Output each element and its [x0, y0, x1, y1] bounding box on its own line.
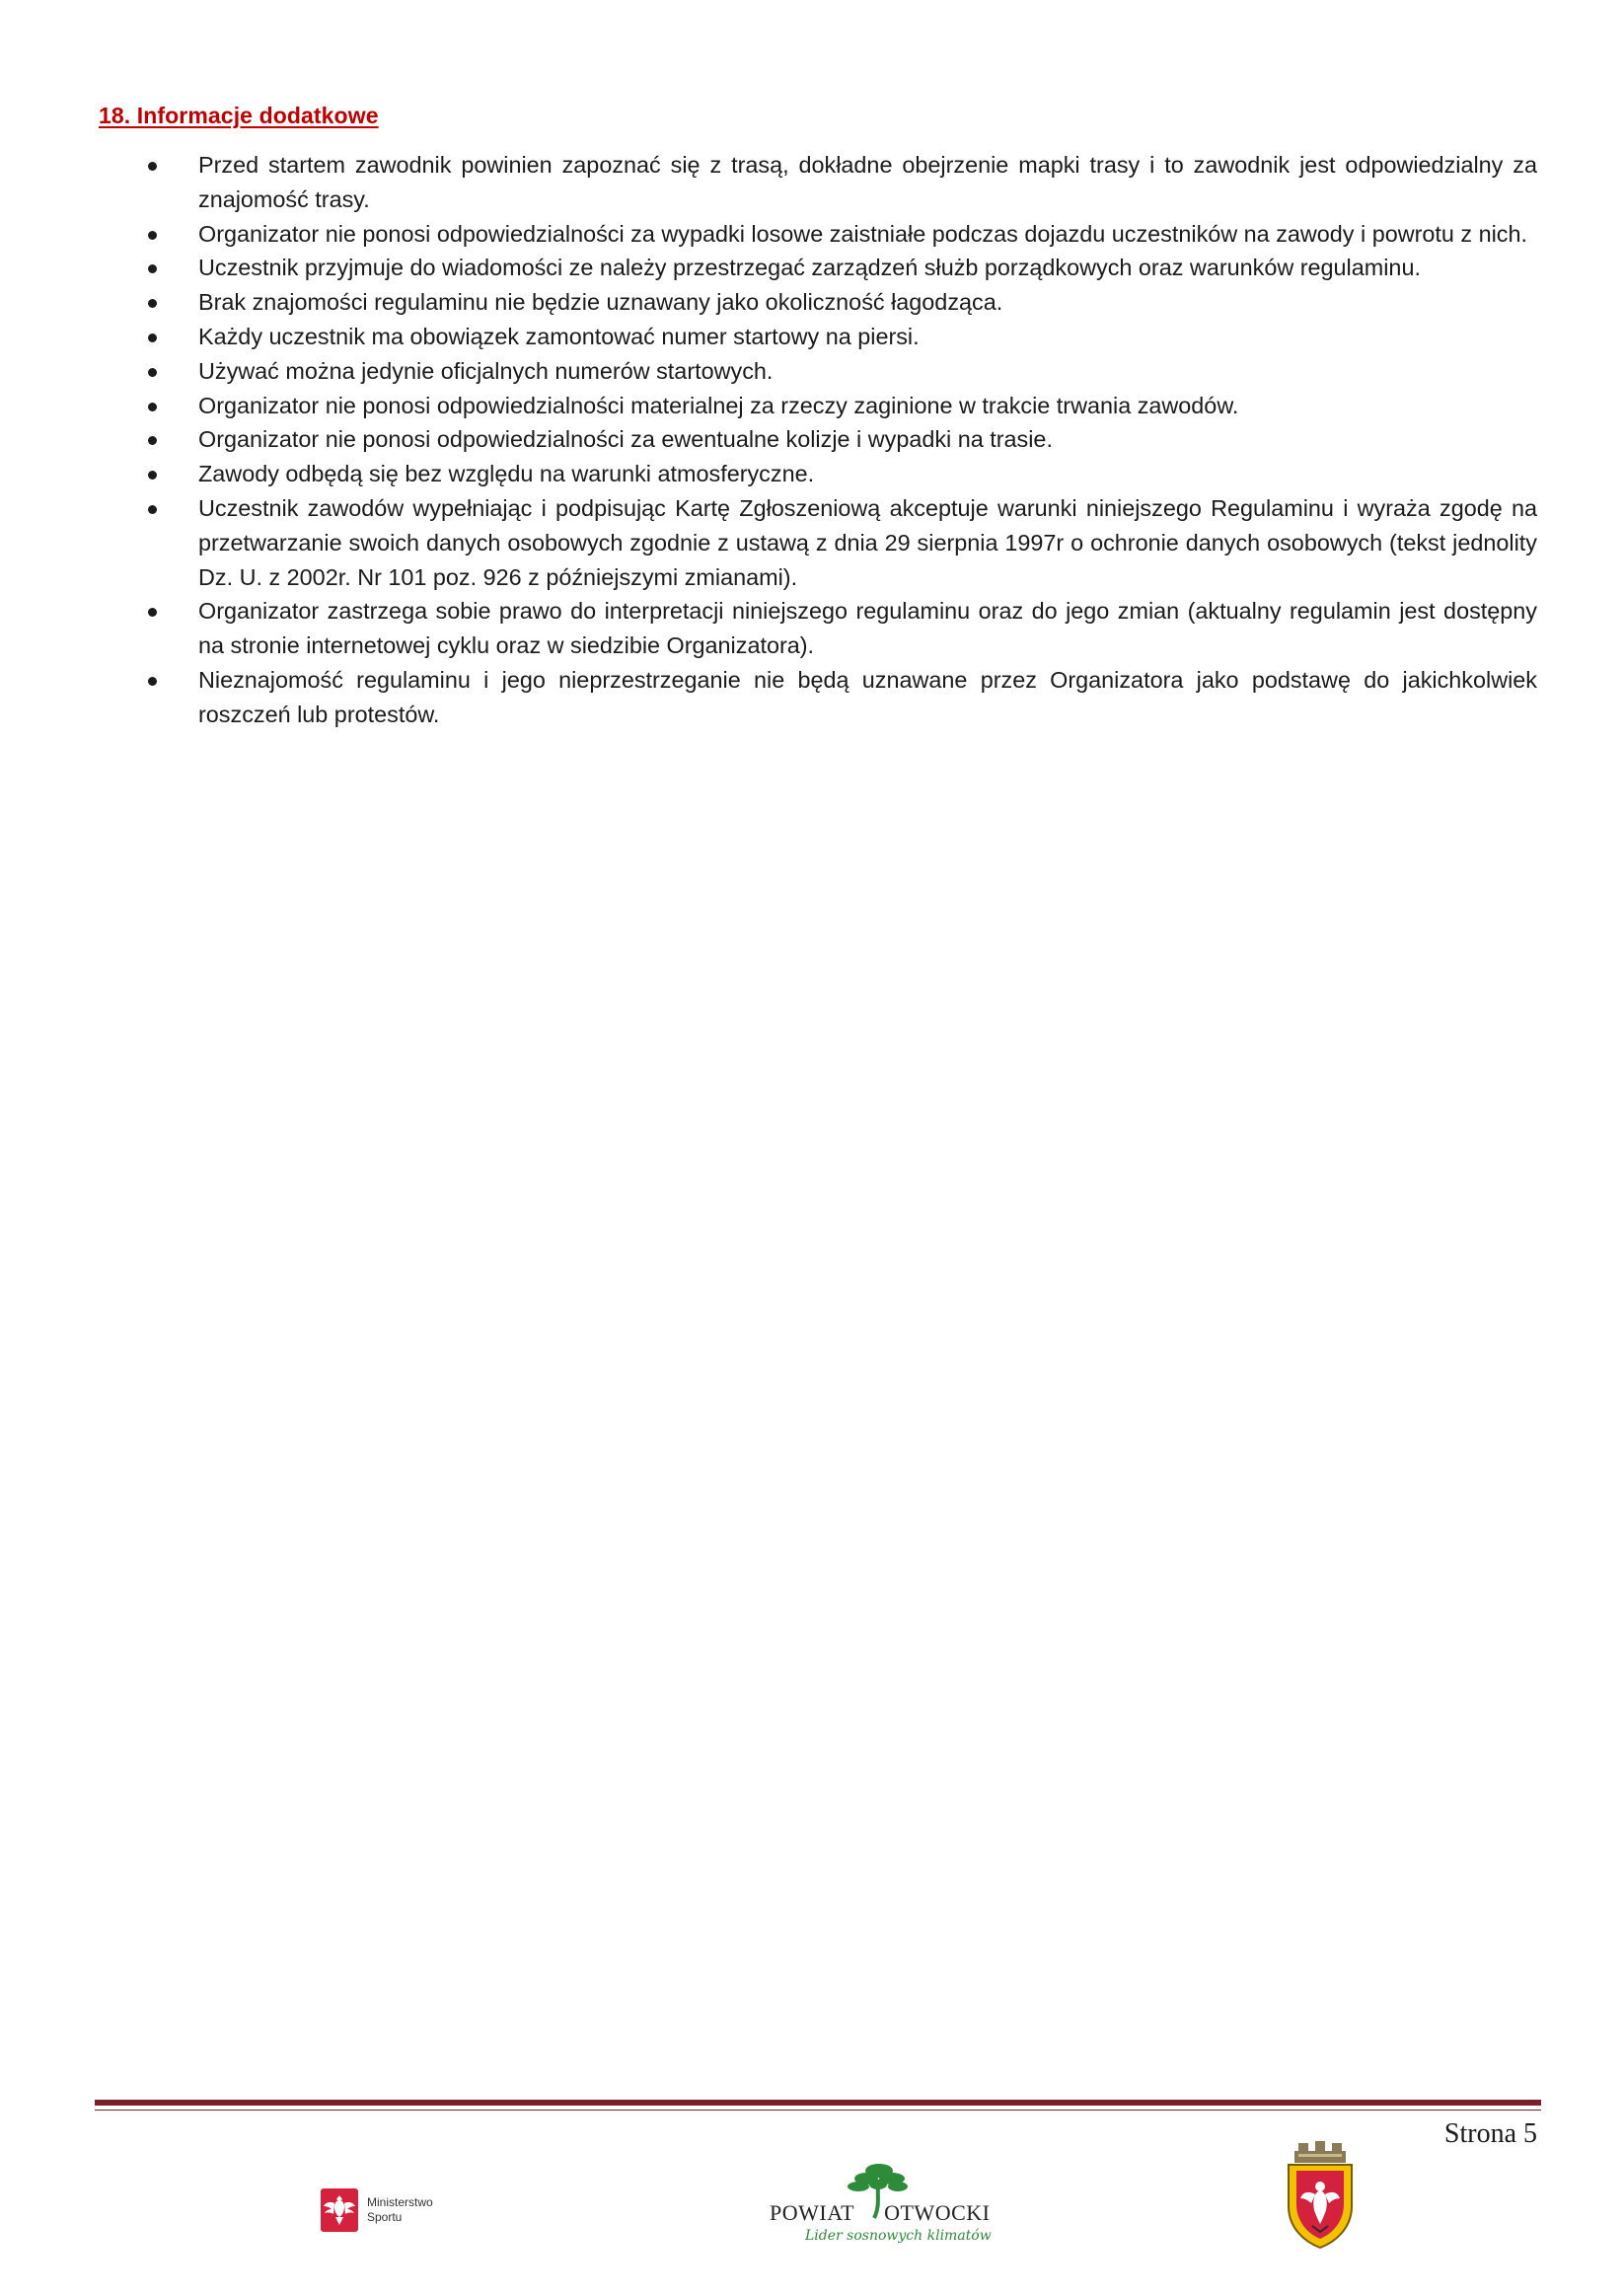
bullet-icon	[148, 505, 157, 514]
polish-eagle-emblem-icon	[320, 2187, 359, 2233]
bullet-icon	[148, 403, 157, 411]
rule-text: Organizator nie ponosi odpowiedzialności materialnej za rzeczy zaginione w trakcie trwania zawodów.	[198, 392, 1239, 418]
bullet-icon	[148, 471, 157, 480]
rule-text: Nieznajomość regulaminu i jego nieprzestrzeganie nie będą uznawane przez Organizatora jako podstawę do jakichkolwiek roszczeń lub protestów.	[198, 666, 1537, 727]
rule-text: Organizator nie ponosi odpowiedzialności za ewentualne kolizje i wypadki na trasie.	[198, 426, 1053, 453]
section-heading: 18. Informacje dodatkowe	[99, 103, 379, 128]
powiat-name-left: POWIAT	[770, 2200, 855, 2225]
list-item	[148, 457, 1537, 491]
ministry-logo	[320, 2187, 458, 2235]
bullet-icon	[148, 368, 157, 377]
powiat-name-right: OTWOCKI	[884, 2200, 991, 2225]
rule-text: Brak znajomości regulaminu nie będzie uznawany jako okoliczność łagodząca.	[198, 289, 1003, 316]
rule-text: Zawody odbędą się bez względu na warunki atmosferyczne.	[198, 461, 815, 487]
bullet-icon	[148, 608, 157, 617]
rules-list	[148, 148, 1537, 732]
bullet-icon	[148, 231, 157, 240]
rule-text: Uczestnik przyjmuje do wiadomości ze należy przestrzegać zarządzeń służb porządkowych oraz warunków regulaminu.	[198, 255, 1421, 281]
powiat-logo	[762, 2159, 998, 2258]
rule-text: Przed startem zawodnik powinien zapoznać się z trasą, dokładne obejrzenie mapki trasy i to zawodnik jest odpowiedzialny za znajomość trasy.	[198, 152, 1537, 212]
rule-text: Uczestnik zawodów wypełniając i podpisując Kartę Zgłoszeniową akceptuje warunki niniejszego Regulaminu i wyraża zgodę na przetwarzanie swoich danych osobowych zgodnie z ustawą z dnia 29 sierpnia 1997r o ochronie danych osobowych (tekst jednolity Dz. U. z 2002r. Nr 101 poz. 926 z późniejszymi zmianami).	[198, 494, 1537, 590]
powiat-name	[770, 2200, 990, 2226]
rule-text: Organizator nie ponosi odpowiedzialności za wypadki losowe zaistniałe podczas dojazdu uczestników na zawody i powrotu z nich.	[198, 220, 1528, 247]
bullet-icon	[148, 299, 157, 308]
list-item	[148, 354, 1537, 389]
list-item	[148, 594, 1537, 663]
ministry-line2: Sportu	[367, 2210, 403, 2224]
page-number: Strona 5	[1443, 2118, 1537, 2149]
list-item	[148, 217, 1537, 252]
powiat-tagline: Lider sosnowych klimatów	[805, 2228, 992, 2244]
rule-text: Używać można jedynie oficjalnych numerów startowych.	[198, 357, 774, 384]
list-item	[148, 285, 1537, 320]
coat-of-arms-icon	[1283, 2141, 1358, 2250]
list-item	[148, 320, 1537, 354]
list-item	[148, 422, 1537, 457]
bullet-icon	[148, 264, 157, 273]
footer-divider-thin	[95, 2110, 1541, 2111]
list-item	[148, 251, 1537, 285]
bullet-icon	[148, 677, 157, 686]
bullet-icon	[148, 162, 157, 171]
ministry-line1: Ministerstwo	[367, 2195, 433, 2209]
bullet-icon	[148, 333, 157, 342]
rule-text: Każdy uczestnik ma obowiązek zamontować numer startowy na piersi.	[198, 323, 920, 349]
footer-divider	[95, 2100, 1541, 2106]
bullet-icon	[148, 436, 157, 445]
list-item	[148, 389, 1537, 423]
list-item	[148, 491, 1537, 594]
list-item	[148, 663, 1537, 732]
rule-text: Organizator zastrzega sobie prawo do interpretacji niniejszego regulaminu oraz do jego zmian (aktualny regulamin jest dostępny na stronie internetowej cyklu oraz w siedzibie Organizatora).	[198, 598, 1537, 659]
list-item	[148, 148, 1537, 217]
ministry-name	[367, 2195, 433, 2225]
